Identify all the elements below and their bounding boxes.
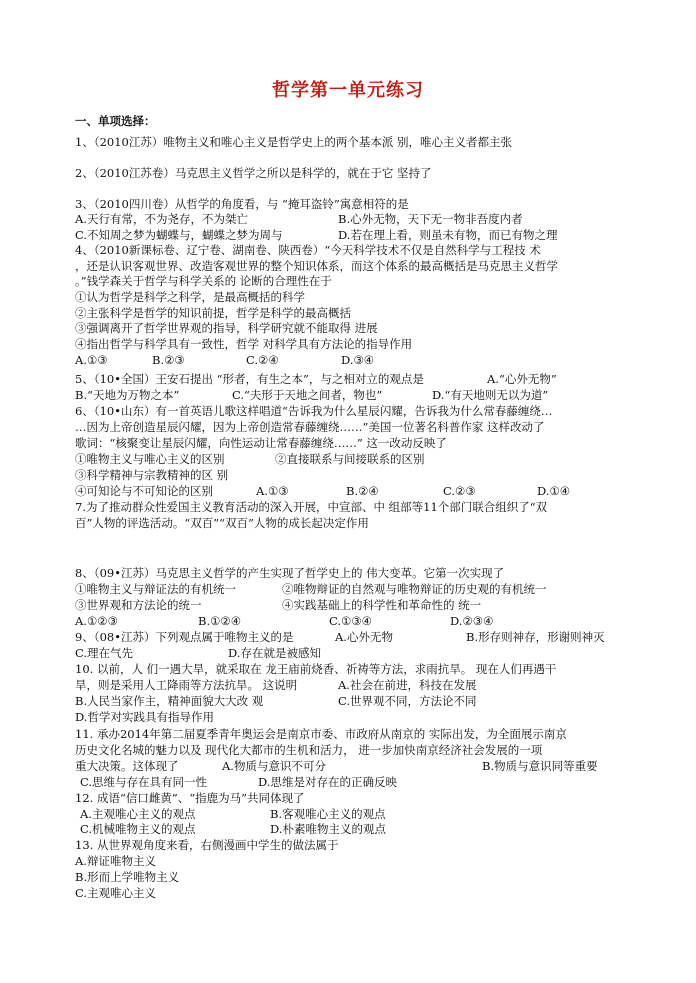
question-8-option-a: A.①②③	[75, 614, 118, 628]
question-6-option-c: C.②③	[443, 484, 476, 498]
question-12-option-b: B.客观唯心主义的观点	[270, 807, 386, 821]
question-11-option-d: D.思维是对存在的正确反映	[258, 775, 397, 789]
page-title: 哲学第一单元练习	[272, 80, 424, 101]
question-10-option-a: A.社会在前进，科技在发展	[338, 678, 477, 692]
question-4-statement-1: ①认为哲学是科学之科学，是最高概括的科学	[75, 290, 305, 304]
question-9-option-a: A.心外无物	[335, 630, 393, 644]
question-6-line-1: 6、（10•山东）有一首英语儿歌这样唱道“告诉我为什么星辰闪耀，告诉我为什么常春藤缠绕…	[75, 404, 553, 418]
question-1: 1、（2010江苏）唯物主义和唯心主义是哲学史上的两个基本派 别，唯心主义者都主张	[75, 135, 512, 149]
question-8-stem: 8、（09•江苏）马克思主义哲学的产生实现了哲学史上的 伟大变革。它第一次实现了	[75, 566, 505, 580]
question-11-line-2: 历史文化名城的魅力以及 现代化大都市的生机和活力， 进一步加快南京经济社会发展的一项	[75, 743, 543, 757]
question-8-statement-4: ④实践基础上的科学性和革命性的 统一	[282, 598, 482, 612]
question-5-stem: 5、（10•全国）王安石提出 “形者，有生之本”，与之相对立的观点是	[75, 372, 424, 386]
question-6-option-b: B.②④	[346, 484, 379, 498]
question-6-line-2: …因为上帝创造星辰闪耀，因为上帝创造常春藤缠绕……”美国一位著名科普作家 这样改动了	[75, 420, 545, 434]
question-7-line-1: 7.为了推动群众性爱国主义教育活动的深入开展，中宣部、中 组部等11个部门联合组织了“双	[75, 500, 548, 514]
question-3-option-a: A.天行有常，不为尧存，不为桀亡	[75, 212, 248, 226]
question-8-option-d: D.②③④	[450, 614, 494, 628]
question-5-option-a: A.“心外无物”	[487, 372, 557, 386]
question-4-option-c: C.②④	[246, 353, 279, 367]
question-13-option-a: A.辩证唯物主义	[75, 854, 156, 868]
question-4-line-2: ，还是认识客观世界、改造客观世界的整个知识体系，而这个体系的最高概括是马克思主义哲学	[75, 259, 558, 273]
question-5-option-b: B.“天地为万物之本”	[75, 388, 180, 402]
question-10-option-b: B.人民当家作主，精神面貌大大改 观	[75, 694, 264, 708]
question-3-option-c: C.不知周之梦为蝴蝶与，蝴蝶之梦为周与	[75, 228, 283, 242]
question-11-option-b: B.物质与意识同等重要	[482, 759, 598, 773]
question-4-line-3: 。”钱学森关于哲学与科学关系的 论断的合理性在于	[75, 274, 332, 288]
question-5-option-c: C.“夫形于天地之间者，物也”	[232, 388, 383, 402]
question-3-option-d: D.若在理上看，则虽未有物，而已有物之理	[338, 228, 558, 242]
question-8-statement-3: ③世界观和方法论的统一	[75, 598, 202, 612]
question-6-statement-2: ②直接联系与间接联系的区别	[275, 452, 425, 466]
question-12-option-d: D.朴素唯物主义的观点	[270, 822, 386, 836]
question-6-statement-4: ④可知论与不可知论的区别	[75, 484, 213, 498]
question-2: 2、（2010江苏卷）马克思主义哲学之所以是科学的，就在于它 坚持了	[75, 166, 432, 180]
question-11-line-3: 重大决策。这体现了	[75, 759, 179, 773]
question-12-option-a: A.主观唯心主义的观点	[80, 807, 196, 821]
question-13-option-c: C.主观唯心主义	[75, 886, 157, 900]
question-3-stem: 3、（2010四川卷）从哲学的角度看，与 “掩耳盗铃”寓意相符的是	[75, 197, 409, 211]
question-8-statement-1: ①唯物主义与辩证法的有机统一	[75, 582, 236, 596]
question-6-line-3: 歌词：“核聚变让星辰闪耀，向性运动让常春藤缠绕……” 这一改动反映了	[75, 436, 447, 450]
question-8-option-c: C.①③④	[329, 614, 372, 628]
question-12-stem: 12. 成语“信口雌黄”、“指鹿为马”共同体现了	[75, 791, 305, 805]
question-13-option-b: B.形而上学唯物主义	[75, 870, 180, 884]
question-10-option-c: C.世界观不同，方法论不同	[338, 694, 477, 708]
question-4-option-a: A.①③	[75, 353, 108, 367]
question-4-statement-2: ②主张科学是哲学的知识前提，哲学是科学的最高概括	[75, 306, 351, 320]
question-13-stem: 13. 从世界观角度来看，右侧漫画中学生的做法属于	[75, 838, 339, 852]
question-8-statement-2: ②唯物辩证的自然观与唯物辩证的历史观的有机统一	[282, 582, 547, 596]
question-6-statement-1: ①唯物主义与唯心主义的区别	[75, 452, 225, 466]
question-12-option-c: C.机械唯物主义的观点	[80, 822, 196, 836]
section-heading: 一、单项选择：	[75, 114, 156, 128]
question-9-stem: 9、（08•江苏）下列观点属于唯物主义的是	[75, 630, 294, 644]
question-6-option-a: A.①③	[256, 484, 289, 498]
question-9-option-c: C.理在气先	[75, 646, 134, 660]
question-9-option-b: B.形存则神存，形谢则神灭	[466, 630, 605, 644]
question-11-line-1: 11. 承办2014年第二届夏季青年奥运会是南京市委、市政府从南京的 实际出发，为全面展示南京	[75, 727, 567, 741]
question-4-option-b: B.②③	[152, 353, 185, 367]
question-6-statement-3: ③科学精神与宗教精神的区 别	[75, 468, 229, 482]
question-10-option-d: D.哲学对实践具有指导作用	[75, 710, 214, 724]
question-11-option-c: C.思维与存在具有同一性	[80, 775, 208, 789]
question-8-option-b: B.①②④	[198, 614, 242, 628]
question-9-option-d: D.存在就是被感知	[228, 646, 321, 660]
question-11-option-a: A.物质与意识不可分	[222, 759, 326, 773]
question-10-line-1: 10. 以前，人 们一遇大旱，就采取在 龙王庙前烧香、祈祷等方法，求雨抗旱。 现在人们再遇干	[75, 662, 557, 676]
question-4-option-d: D.③④	[341, 353, 375, 367]
question-5-option-d: D.“有天地则无以为道”	[432, 388, 549, 402]
question-4-statement-3: ③强调离开了哲学世界观的指导，科学研究就不能取得 进展	[75, 321, 378, 335]
question-10-line-2: 旱，则是采用人工降雨等方法抗旱。 这说明	[75, 678, 298, 692]
question-4-statement-4: ④指出哲学与科学具有一致性，哲学 对科学具有方法论的指导作用	[75, 337, 413, 351]
question-6-option-d: D.①④	[537, 484, 571, 498]
question-7-line-2: 百”人物的评选活动。“双百”“双百”人物的成长起决定作用	[75, 516, 369, 530]
question-4-line-1: 4、（2010新课标卷、辽宁卷、湖南卷、陕西卷）“今天科学技术不仅是自然科学与工程技 术	[75, 243, 541, 257]
question-3-option-b: B.心外无物，天下无一物非吾度内者	[338, 212, 523, 226]
